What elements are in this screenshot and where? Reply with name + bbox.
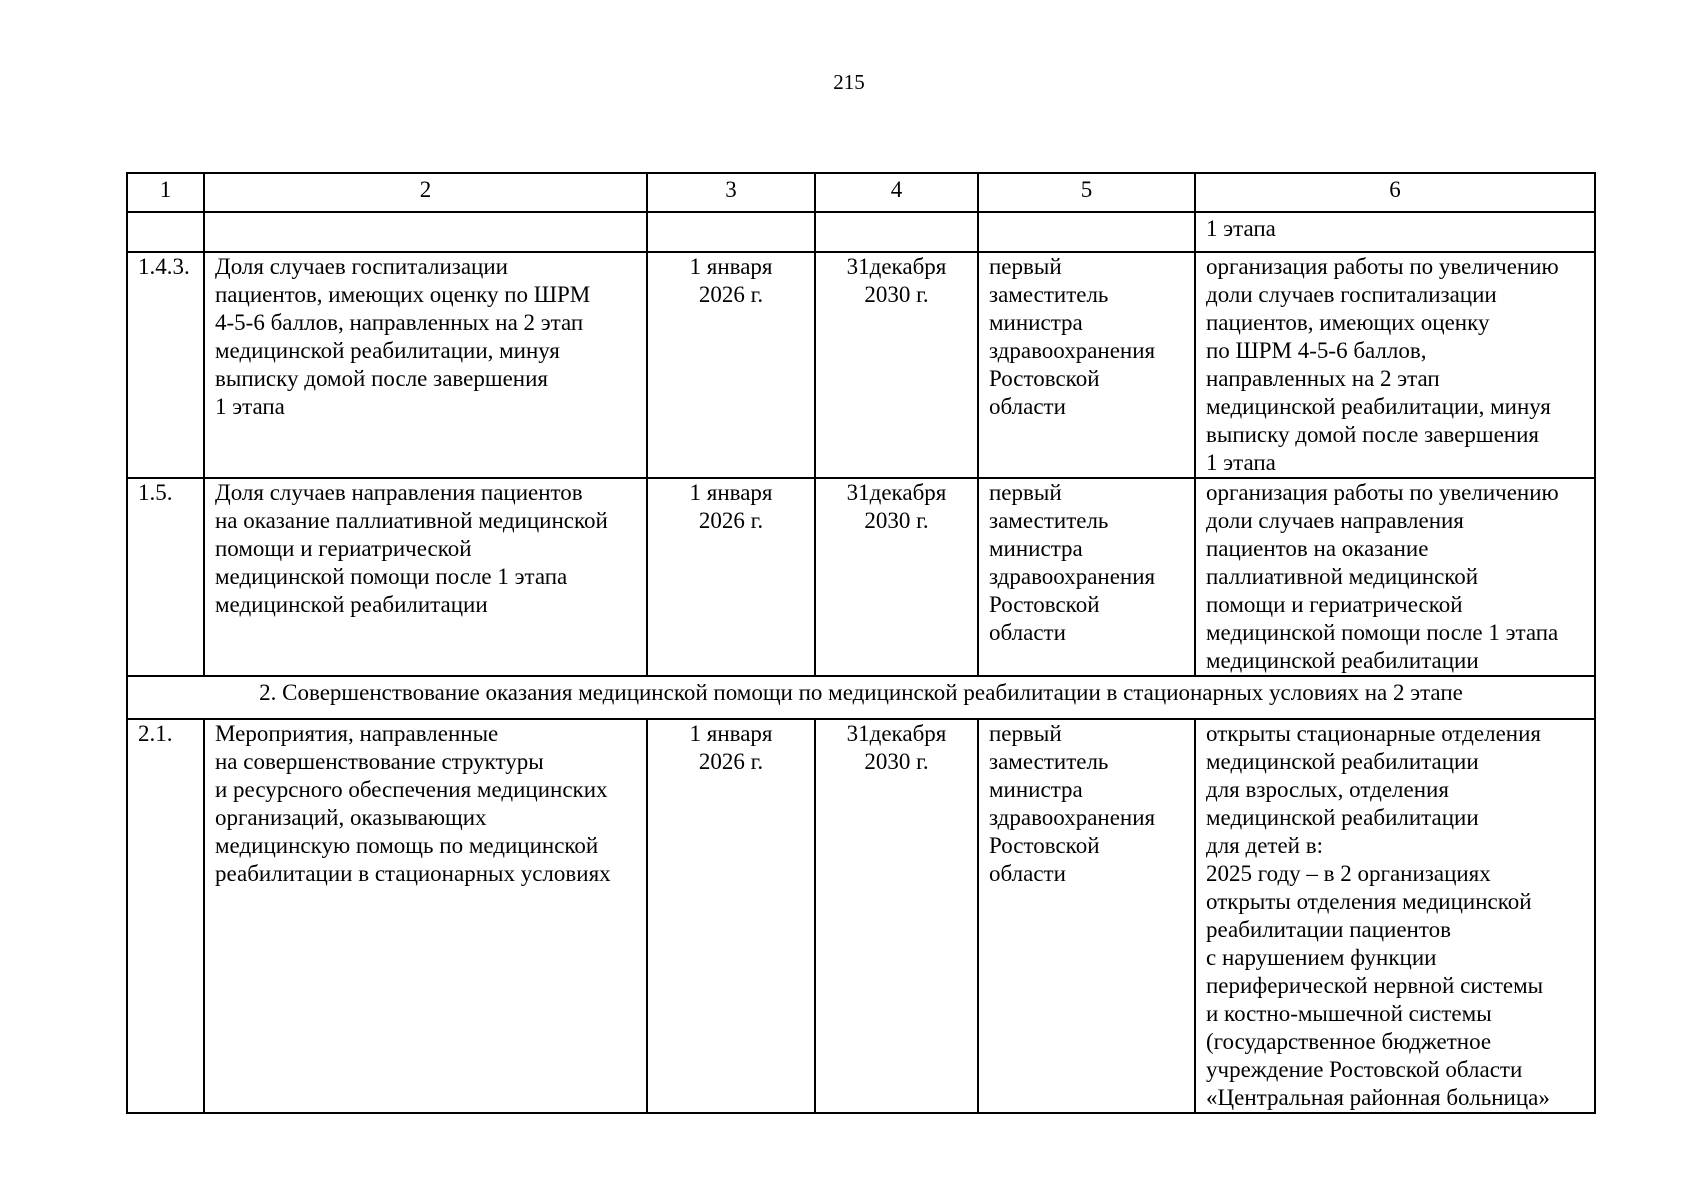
text-line: 2026 г. xyxy=(698,749,764,774)
text-line: области xyxy=(989,620,1066,645)
text-line: открыты стационарные отделения xyxy=(1206,721,1541,746)
text-line: выписку домой после завершения xyxy=(1206,422,1539,447)
text-line: Мероприятия, направленные xyxy=(215,721,499,746)
text-line: медицинской помощи после 1 этапа xyxy=(1206,620,1559,645)
text-line: 31декабря xyxy=(846,721,947,746)
row-description xyxy=(204,719,647,1113)
text-line: и ресурсного обеспечения медицинских xyxy=(215,777,608,802)
text-line: 1 января xyxy=(689,254,773,279)
continuation-row xyxy=(127,212,1595,252)
text-line: реабилитации пациентов xyxy=(1206,917,1451,942)
section-heading-row xyxy=(127,676,1595,719)
row-result xyxy=(1195,478,1595,676)
text-line: медицинской реабилитации, минуя xyxy=(1206,394,1551,419)
header-cell-3: 3 xyxy=(647,173,815,212)
row-description xyxy=(204,478,647,676)
text-line: на оказание паллиативной медицинской xyxy=(215,508,608,533)
text-line: периферической нервной системы xyxy=(1206,973,1544,998)
text-line: открыты отделения медицинской xyxy=(1206,889,1532,914)
text-line: 2026 г. xyxy=(698,508,764,533)
text-line: медицинской реабилитации xyxy=(1206,648,1479,673)
text-line: министра xyxy=(989,310,1083,335)
row-start-date xyxy=(647,252,815,478)
text-line: организация работы по увеличению xyxy=(1206,254,1559,279)
cont-cell-4 xyxy=(815,212,978,252)
text-line: пациентов, имеющих оценку xyxy=(1206,310,1490,335)
text-line: «Центральная районная больница» xyxy=(1206,1085,1550,1110)
text-line: 31декабря xyxy=(846,254,947,279)
text-line: 2025 году – в 2 организациях xyxy=(1206,861,1491,886)
section-title: 2. Совершенствование оказания медицинской помощи по медицинской реабилитации в стационарных условиях на 2 этапе xyxy=(127,676,1595,719)
text-line: для взрослых, отделения xyxy=(1206,777,1449,802)
text-line: медицинскую помощь по медицинской xyxy=(215,833,599,858)
row-number: 1.4.3. xyxy=(127,252,204,478)
text-line: доли случаев направления xyxy=(1206,508,1464,533)
text-line: здравоохранения xyxy=(989,805,1156,830)
text-line: 31декабря xyxy=(846,480,947,505)
text-line: паллиативной медицинской xyxy=(1206,564,1479,589)
row-responsible xyxy=(978,478,1195,676)
row-description xyxy=(204,252,647,478)
text-line: 1 этапа xyxy=(215,394,285,419)
row-number: 2.1. xyxy=(127,719,204,1113)
text-line: медицинской реабилитации, минуя xyxy=(215,338,560,363)
text-line: выписку домой после завершения xyxy=(215,366,548,391)
row-result xyxy=(1195,252,1595,478)
text-line: с нарушением функции xyxy=(1206,945,1437,970)
page-number: 215 xyxy=(833,70,865,94)
row-start-date xyxy=(647,719,815,1113)
text-line: заместитель xyxy=(989,282,1109,307)
text-line: здравоохранения xyxy=(989,564,1156,589)
table-row xyxy=(127,478,1595,676)
text-line: помощи и гериатрической xyxy=(215,536,472,561)
row-end-date xyxy=(815,252,978,478)
row-start-date xyxy=(647,478,815,676)
text-line: доли случаев госпитализации xyxy=(1206,282,1497,307)
table-row xyxy=(127,719,1595,1113)
measures-table xyxy=(126,172,1596,1114)
text-line: медицинской реабилитации xyxy=(1206,805,1479,830)
text-line: области xyxy=(989,861,1066,886)
cont-cell-2 xyxy=(204,212,647,252)
text-line: 1 января xyxy=(689,721,773,746)
text-line: министра xyxy=(989,777,1083,802)
cont-cell-3 xyxy=(647,212,815,252)
text-line: заместитель xyxy=(989,749,1109,774)
text-line: организаций, оказывающих xyxy=(215,805,487,830)
text-line: по ШРМ 4-5-6 баллов, xyxy=(1206,338,1427,363)
cont-cell-6: 1 этапа xyxy=(1195,212,1595,252)
text-line: министра xyxy=(989,536,1083,561)
text-line: Ростовской xyxy=(989,366,1100,391)
text-line: пациентов, имеющих оценку по ШРМ xyxy=(215,282,591,307)
text-line: области xyxy=(989,394,1066,419)
text-line: 4-5-6 баллов, направленных на 2 этап xyxy=(215,310,584,335)
text-line: помощи и гериатрической xyxy=(1206,592,1463,617)
text-line: 2026 г. xyxy=(698,282,764,307)
text-line: (государственное бюджетное xyxy=(1206,1029,1492,1054)
text-line: и костно-мышечной системы xyxy=(1206,1001,1492,1026)
text-line: первый xyxy=(989,254,1062,279)
text-line: первый xyxy=(989,480,1062,505)
text-line: 1 января xyxy=(689,480,773,505)
header-cell-1: 1 xyxy=(127,173,204,212)
row-end-date xyxy=(815,478,978,676)
text-line: организация работы по увеличению xyxy=(1206,480,1559,505)
cont-cell-1 xyxy=(127,212,204,252)
text-line: медицинской помощи после 1 этапа xyxy=(215,564,568,589)
text-line: на совершенствование структуры xyxy=(215,749,544,774)
text-line: 2030 г. xyxy=(864,508,929,533)
header-cell-4: 4 xyxy=(815,173,978,212)
table-row xyxy=(127,252,1595,478)
text-line: заместитель xyxy=(989,508,1109,533)
text-line: здравоохранения xyxy=(989,338,1156,363)
text-line: 1 этапа xyxy=(1206,450,1276,475)
row-responsible xyxy=(978,252,1195,478)
row-number: 1.5. xyxy=(127,478,204,676)
row-result xyxy=(1195,719,1595,1113)
text-line: 2030 г. xyxy=(864,749,929,774)
text-line: медицинской реабилитации xyxy=(215,592,488,617)
row-end-date xyxy=(815,719,978,1113)
cont-cell-5 xyxy=(978,212,1195,252)
text-line: реабилитации в стационарных условиях xyxy=(215,861,611,886)
header-cell-2: 2 xyxy=(204,173,647,212)
text-line: учреждение Ростовской области xyxy=(1206,1057,1523,1082)
text-line: 2030 г. xyxy=(864,282,929,307)
text-line: пациентов на оказание xyxy=(1206,536,1429,561)
text-line: Доля случаев госпитализации xyxy=(215,254,508,279)
table-header-row xyxy=(127,173,1595,212)
header-cell-6: 6 xyxy=(1195,173,1595,212)
row-responsible xyxy=(978,719,1195,1113)
text-line: для детей в: xyxy=(1206,833,1323,858)
header-cell-5: 5 xyxy=(978,173,1195,212)
text-line: Ростовской xyxy=(989,592,1100,617)
text-line: направленных на 2 этап xyxy=(1206,366,1440,391)
text-line: первый xyxy=(989,721,1062,746)
text-line: Доля случаев направления пациентов xyxy=(215,480,583,505)
text-line: медицинской реабилитации xyxy=(1206,749,1479,774)
text-line: Ростовской xyxy=(989,833,1100,858)
